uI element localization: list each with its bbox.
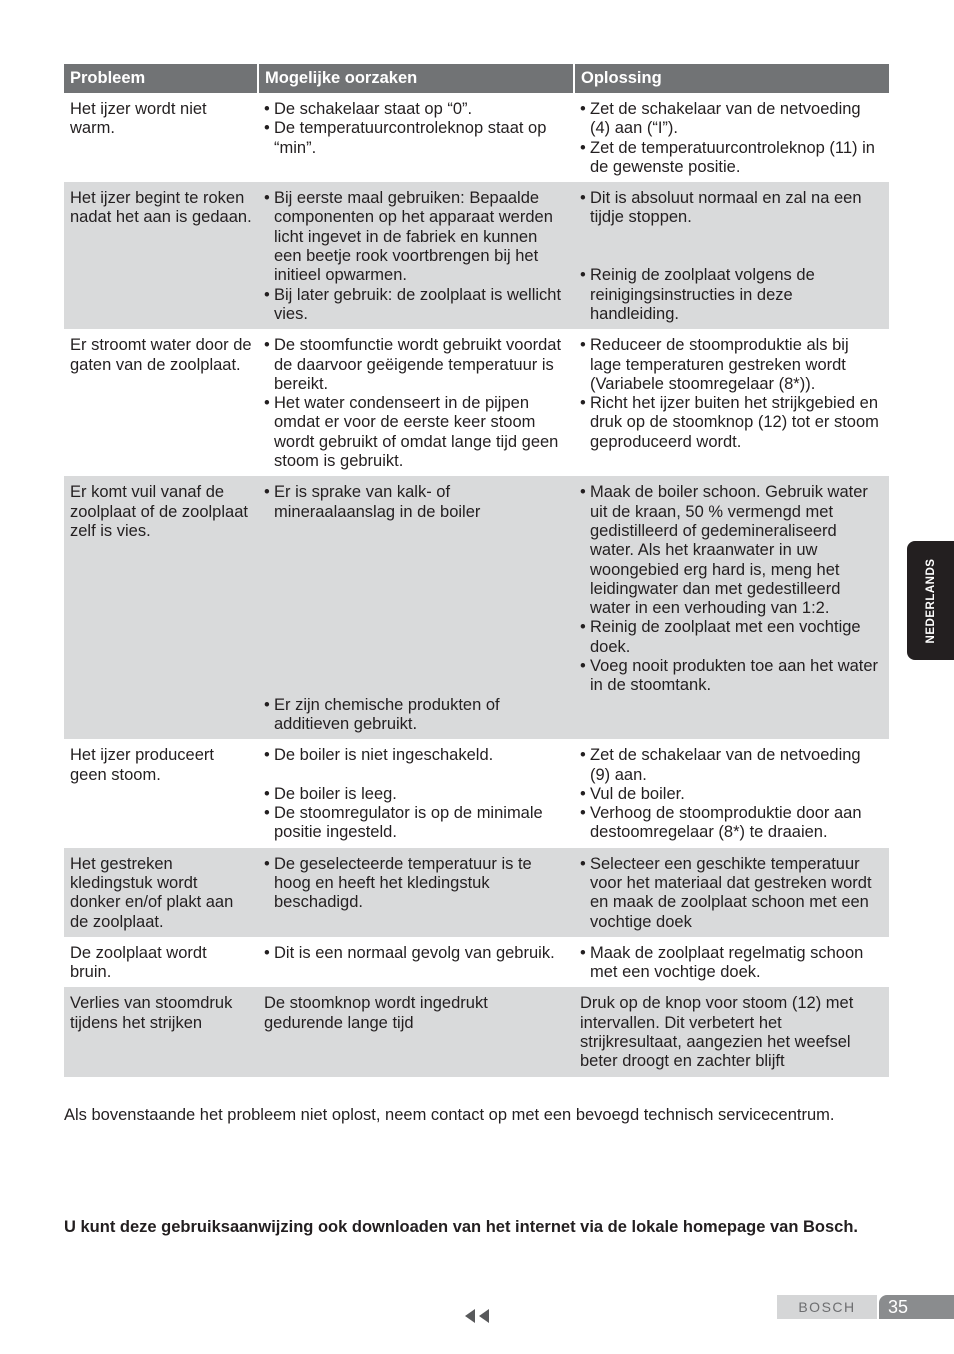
solutions-cell	[574, 739, 889, 847]
solution-item: • Dit is absoluut normaal en zal na een tijdje stoppen.	[580, 189, 883, 228]
causes-cell	[258, 739, 574, 847]
causes-cell	[258, 848, 574, 937]
cause-item: • De schakelaar staat op “0”.	[264, 100, 568, 119]
causes-cell	[258, 182, 574, 329]
solution-item: • Selecteer een geschikte temperatuur voor het materiaal dat gestreken wordt en maak de zoolplaat schoon met een vochtige doek	[580, 855, 883, 932]
problem-cell: Verlies van stoomdruk tijdens het strijken	[64, 987, 258, 1076]
table-row	[64, 476, 889, 739]
double-left-arrow-icon[interactable]	[463, 1307, 493, 1325]
cause-item: • De boiler is niet ingeschakeld.	[264, 746, 568, 765]
cause-item: • Bij later gebruik: de zoolplaat is wellicht vies.	[264, 286, 568, 325]
causes-cell	[258, 937, 574, 988]
solution-item: • Maak de zoolplaat regelmatig schoon met een vochtige doek.	[580, 944, 883, 983]
table-row	[64, 937, 889, 988]
cause-item: • De geselecteerde temperatuur is te hoog en heeft het kledingstuk beschadigd.	[264, 855, 568, 913]
service-note: Als bovenstaande het probleem niet oplost, neem contact op met een bevoegd technisch servicecentrum.	[64, 1106, 835, 1124]
solution-item: • Verhoog de stoomproduktie door aan destoomregelaar (8*) te draaien.	[580, 804, 883, 843]
solutions-cell	[574, 93, 889, 182]
cause-item: • Bij eerste maal gebruiken: Bepaalde componenten op het apparaat werden licht ingevet in de fabriek en kunnen een beetje rook voortbrengen bij het initieel opwarmen.	[264, 189, 568, 285]
troubleshooting-table	[64, 64, 889, 1077]
solution-item: • Reinig de zoolplaat met een vochtige doek.	[580, 618, 883, 657]
solutions-cell	[574, 329, 889, 476]
solutions-cell	[574, 848, 889, 937]
cause-item: • De stoomfunctie wordt gebruikt voordat de daarvoor geëigende temperatuur is bereikt.	[264, 336, 568, 394]
cause-item: • De temperatuurcontroleknop staat op “min”.	[264, 119, 568, 158]
cause-item: • De stoomregulator is op de minimale positie ingesteld.	[264, 804, 568, 843]
brand-label: BOSCH	[777, 1295, 877, 1319]
problem-cell: Het ijzer wordt niet warm.	[70, 100, 207, 138]
download-note: U kunt deze gebruiksaanwijzing ook downloaden van het internet via de lokale homepage van Bosch.	[64, 1218, 858, 1236]
problem-cell: Er stroomt water door de gaten van de zoolplaat.	[70, 336, 252, 374]
causes-cell	[258, 93, 574, 182]
table-row	[64, 93, 889, 182]
cause-item: • Het water condenseert in de pijpen omdat er voor de eerste keer stoom wordt gebruikt of omdat lange tijd geen stoom is gebruikt.	[264, 394, 568, 471]
cause-item: • De boiler is leeg.	[264, 785, 568, 804]
causes-cell	[258, 329, 574, 476]
solution-item: • Vul de boiler.	[580, 785, 883, 804]
header-causes: Mogelijke oorzaken	[258, 64, 574, 93]
solution-item: • Zet de temperatuurcontroleknop (11) in de gewenste positie.	[580, 139, 883, 178]
table-header-row	[64, 64, 889, 93]
table-row	[64, 182, 889, 329]
table-row	[64, 848, 889, 937]
cause-item: • Dit is een normaal gevolg van gebruik.	[264, 944, 568, 963]
solution-item: • Richt het ijzer buiten het strijkgebied en druk op de stoomknop (12) tot er stoom geproduceerd wordt.	[580, 394, 883, 452]
cause-item: • Er zijn chemische produkten of additieven gebruikt.	[264, 696, 568, 735]
table-row	[64, 739, 889, 847]
solution-item: • Maak de boiler schoon. Gebruik water uit de kraan, 50 % vermengd met gedistilleerd of gedemineraliseerd water. Als het kraanwater in uw woongebied erg hard is, meng het leidingwater dan met gedestilleerd water in een verhouding van 1:2.	[580, 483, 883, 618]
language-tab	[907, 541, 954, 660]
problem-cell: Het ijzer produceert geen stoom.	[70, 746, 214, 784]
solution-item: • Reduceer de stoomproduktie als bij lage temperaturen gestreken wordt (Variabele stoomregelaar (8*)).	[580, 336, 883, 394]
table-row	[64, 987, 889, 1076]
causes-cell	[258, 476, 574, 739]
solutions-cell: Druk op de knop voor stoom (12) met intervallen. Dit verbetert het strijkresultaat, aangezien het weefsel beter droogt en zachter blijft	[574, 987, 889, 1076]
solutions-cell	[574, 182, 889, 329]
problem-cell: Het ijzer begint te roken nadat het aan is gedaan.	[64, 182, 258, 329]
problem-cell: Het gestreken kledingstuk wordt donker en/of plakt aan de zoolplaat.	[64, 848, 258, 937]
problem-cell: Er komt vuil vanaf de zoolplaat of de zoolplaat zelf is vies.	[64, 476, 258, 739]
header-problem: Probleem	[64, 64, 258, 93]
language-tab-label: NEDERLANDS	[924, 558, 937, 643]
solution-item: • Zet de schakelaar van de netvoeding (4) aan (“I”).	[580, 100, 883, 139]
cause-item: • Er is sprake van kalk- of mineraalaanslag in de boiler	[264, 483, 568, 522]
solution-item: • Reinig de zoolplaat volgens de reinigingsinstructies in deze handleiding.	[580, 266, 883, 324]
table-row	[64, 329, 889, 476]
problem-cell: De zoolplaat wordt bruin.	[70, 943, 207, 982]
causes-cell: De stoomknop wordt ingedrukt gedurende lange tijd	[258, 987, 574, 1076]
page-number: 35	[879, 1295, 954, 1319]
header-solution: Oplossing	[574, 64, 889, 93]
solutions-cell	[574, 476, 889, 739]
solution-item: • Zet de schakelaar van de netvoeding (9) aan.	[580, 746, 883, 785]
solutions-cell	[574, 937, 889, 988]
solution-item: • Voeg nooit produkten toe aan het water in de stoomtank.	[580, 657, 883, 696]
